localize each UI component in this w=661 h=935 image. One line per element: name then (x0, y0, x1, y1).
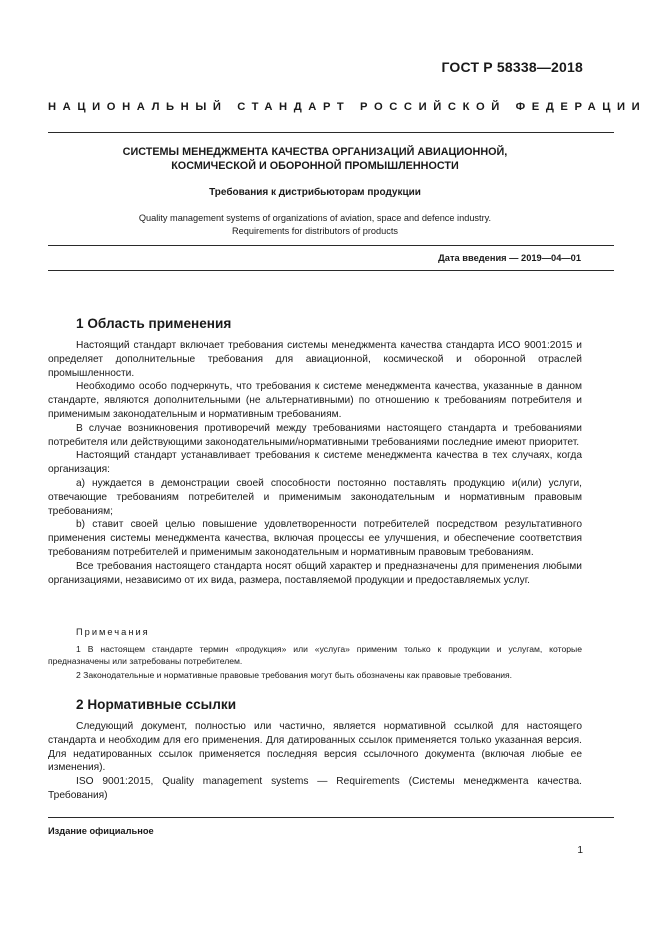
title-divider (48, 245, 614, 246)
date-divider (48, 270, 614, 271)
list-item-b: b) ставит своей целью повышение удовлетворенности потребителей посредством результативного применения системы менеджмента качества, включая процессы ее улучшения, и обеспечение соответствия требованиям потребителей и применимым законодательным и нормативным правовым требованиям. (48, 519, 582, 558)
paragraph: Все требования настоящего стандарта носят общий характер и предназначены для применения любыми организациями, независимо от их вида, размера, поставляемой продукции и предоставляемых услуг. (48, 560, 582, 586)
russian-title (48, 145, 582, 173)
paragraph: Настоящий стандарт устанавливает требования к системе менеджмента качества в тех случаях, когда организация: (48, 450, 582, 476)
paragraph: Следующий документ, полностью или частично, является нормативной ссылкой для настоящего стандарта и необходим для его применения. Для датированных ссылок применяется только указанная версия. Для недатированных ссылок применяется последняя версия ссылочного документа (включая любые ее изменения). (48, 721, 582, 774)
national-standard-banner: НАЦИОНАЛЬНЫЙ СТАНДАРТ РОССИЙСКОЙ ФЕДЕРАЦИИ (48, 101, 647, 113)
paragraph: В случае возникновения противоречий между требованиями настоящего стандарта и требованиями потребителя или действующими законодательными/нормативными требованиями последние имеют приоритет. (48, 422, 582, 448)
english-title (48, 212, 582, 237)
english-title-line-2: Requirements for distributors of products (232, 225, 398, 236)
english-title-line-1: Quality management systems of organizations of aviation, space and defence industry. (138, 213, 492, 223)
notes-heading: Примечания (76, 627, 150, 637)
notes-list (48, 643, 582, 683)
note-item: 2 Законодательные и нормативные правовые требования могут быть обозначены как правовые требования. (76, 670, 513, 680)
paragraph: Необходимо особо подчеркнуть, что требования к системе менеджмента качества, указанные в данном стандарте, являются дополнительными (не альтернативными) по отношению к требованиям потребителя и применимым законодательным и нормативным требованиям. (48, 381, 582, 420)
page-number: 1 (577, 845, 583, 856)
header-divider (48, 132, 614, 133)
document-number: ГОСТ Р 58338—2018 (441, 59, 583, 75)
paragraph: Настоящий стандарт включает требования системы менеджмента качества стандарта ИСО 9001:2015 и определяет дополнительные требования для авиационной, космической и оборонной отраслей промышленности. (48, 340, 582, 379)
official-edition-label: Издание официальное (48, 826, 154, 836)
russian-subtitle: Требования к дистрибьюторам продукции (209, 187, 421, 198)
russian-title-line-2: КОСМИЧЕСКОЙ И ОБОРОННОЙ ПРОМЫШЛЕННОСТИ (171, 160, 459, 172)
russian-title-line-1: СИСТЕМЫ МЕНЕДЖМЕНТА КАЧЕСТВА ОРГАНИЗАЦИЙ АВИАЦИОННОЙ, (122, 146, 508, 158)
reference-item: ISO 9001:2015, Quality management systems — Requirements (Системы менеджмента качества. Требования) (48, 776, 582, 801)
section-2-body (48, 720, 582, 803)
introduction-date: Дата введения — 2019—04—01 (438, 253, 581, 263)
section-2-heading: 2 Нормативные ссылки (76, 697, 237, 712)
list-item-a: a) нуждается в демонстрации своей способности постоянно поставлять продукцию и(или) услуги, отвечающие требованиям потребителей и применимым законодательным и нормативным правовым требованиям; (48, 477, 582, 517)
section-1-body (48, 339, 582, 587)
section-1-heading: 1 Область применения (76, 316, 232, 331)
footer-divider (48, 817, 614, 818)
note-item: 1 В настоящем стандарте термин «продукция» или «услуга» применим только к продукции и услугам, которые предназначены или затребованы потребителем. (48, 644, 582, 666)
